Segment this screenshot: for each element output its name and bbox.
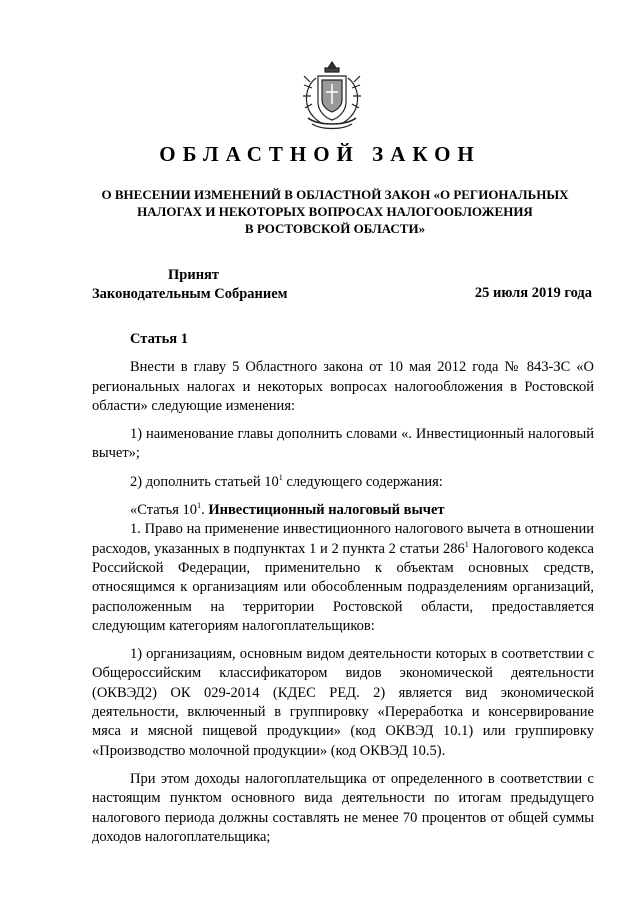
adopted-by: Законодательным Собранием	[92, 286, 288, 302]
coat-of-arms-emblem	[298, 58, 366, 132]
new-article-heading	[92, 501, 594, 520]
paragraph-item-1: 1) наименование главы дополнить словами «. Инвестиционный налоговый вычет»;	[92, 426, 594, 462]
separator: .	[201, 502, 209, 519]
paragraph-intro: Внести в главу 5 Областного закона от 10 мая 2012 года № 843-ЗС «О региональных налогах и некоторых вопросах налогообложения в Ростовской области» следующие изменения:	[92, 359, 594, 414]
paragraph-item-2	[92, 473, 594, 492]
article-heading: Статья 1	[130, 331, 188, 347]
item-2-text-end: следующего содержания:	[282, 473, 443, 490]
law-title: ОБЛАСТНОЙ ЗАКОН	[159, 142, 481, 166]
law-body	[92, 330, 594, 847]
paragraph-income: При этом доходы налогоплательщика от определенного в соответствии с настоящим пунктом основного вида деятельности по итогам предыдущего налогового периода должны составлять не менее 70 процентов от общей суммы доходов налогоплательщика;	[92, 770, 594, 845]
item-2-text: 2) дополнить статьей 10	[130, 473, 279, 490]
law-subtitle	[90, 186, 580, 237]
paragraph-subpoint-1: 1) организациям, основным видом деятельности которых в соответствии с Общероссийским классификатором видов экономической деятельности (ОКВЭД2) ОК 029-2014 (КДЕС РЕД. 2) является вид экономической деятельности, включенный в группировку «Переработка и консервирование мяса и мясной пищевой продукции» (код ОКВЭД 10.1) или группировку «Производство молочной продукции» (код ОКВЭД 10.5).	[92, 646, 594, 759]
adopted-label: Принят	[168, 267, 220, 283]
superscript: 1	[197, 501, 202, 511]
new-article-number: «Статья 10	[130, 502, 198, 519]
superscript: 1	[464, 539, 469, 549]
subtitle-line: НАЛОГАХ И НЕКОТОРЫХ ВОПРОСАХ НАЛОГООБЛОЖЕНИЯ	[137, 204, 533, 219]
adoption-date: 25 июля 2019 года	[474, 285, 592, 301]
point-1-text-end: Налогового кодекса Российской Федерации, применительно к объектам основных средств, относящимся к организациям или обособленным подразделениям организаций, расположенным на территории Ростовской области, предоставляется следующим категориям налогоплательщиков:	[92, 540, 594, 634]
adoption-block	[92, 266, 288, 304]
superscript: 1	[278, 472, 283, 482]
subtitle-line: О ВНЕСЕНИИ ИЗМЕНЕНИЙ В ОБЛАСТНОЙ ЗАКОН «О РЕГИОНАЛЬНЫХ	[101, 187, 569, 202]
paragraph-point-1	[92, 520, 594, 636]
new-article-title: Инвестиционный налоговый вычет	[208, 502, 445, 519]
point-1-text: 1. Право на применение инвестиционного налогового вычета в отношении расходов, указанных в подпунктах 1 и 2 пункта 2 статьи 286	[92, 521, 594, 557]
subtitle-line: В РОСТОВСКОЙ ОБЛАСТИ»	[244, 221, 426, 236]
